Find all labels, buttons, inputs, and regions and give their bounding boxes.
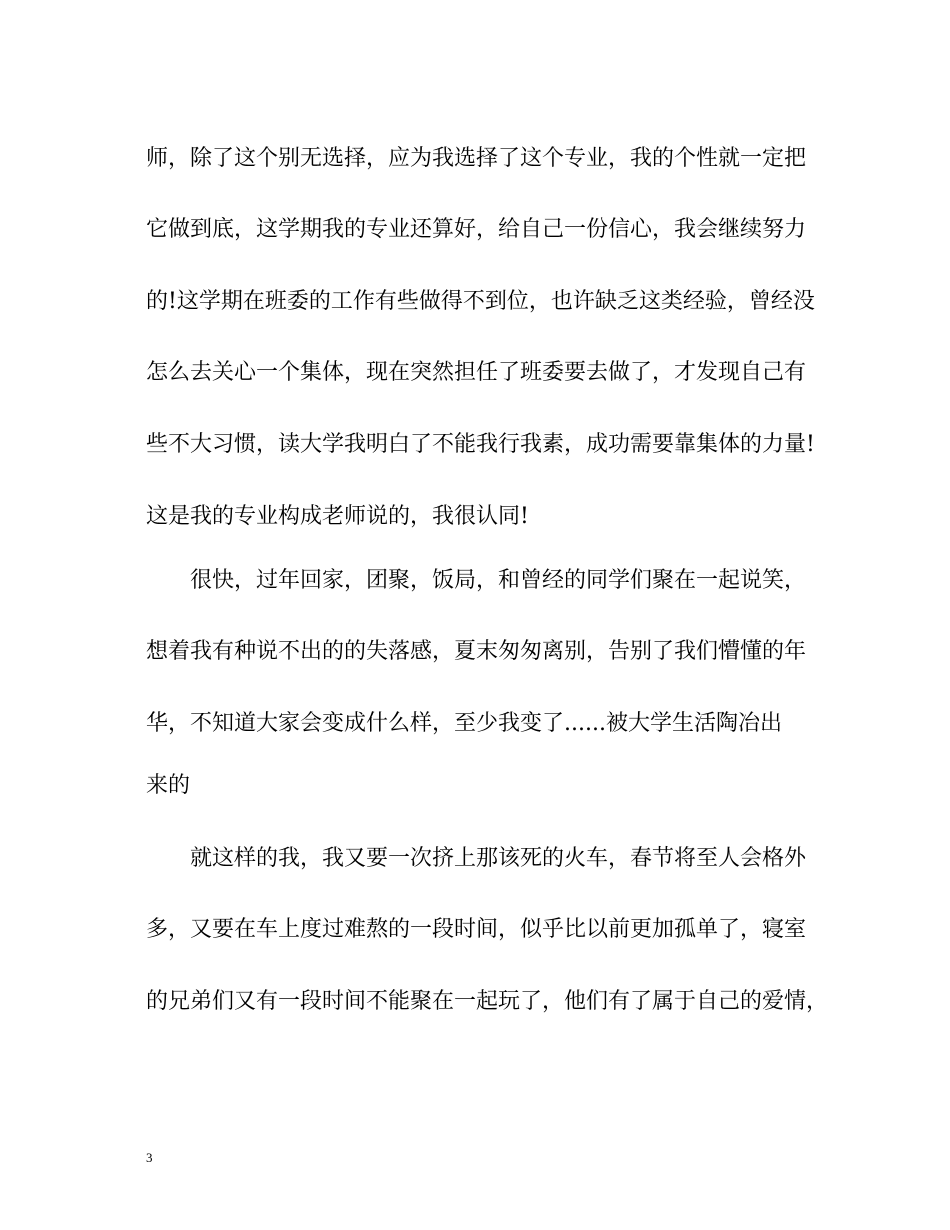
text-line: 来的 <box>146 773 191 798</box>
text-line: 就这样的我，我又要一次挤上那该死的火车，春节将至人会格外 <box>190 846 807 871</box>
text-line: 这是我的专业构成老师说的，我很认同! <box>146 504 529 529</box>
page-number: 3 <box>146 1150 153 1165</box>
text-line: 的兄弟们又有一段时间不能聚在一起玩了，他们有了属于自己的爱情， <box>146 989 829 1014</box>
text-line: 的!这学期在班委的工作有些做得不到位，也许缺乏这类经验，曾经没 <box>146 289 815 314</box>
text-line: 它做到底，这学期我的专业还算好，给自己一份信心，我会继续努力 <box>146 217 807 242</box>
text-line: 多，又要在车上度过难熬的一段时间，似乎比以前更加孤单了，寝室 <box>146 917 807 942</box>
text-line: 华，不知道大家会变成什么样，至少我变了......被大学生活陶冶出 <box>146 711 782 736</box>
text-line: 怎么去关心一个集体，现在突然担任了班委要去做了，才发现自己有 <box>146 360 807 385</box>
text-line: 很快，过年回家，团聚，饭局，和曾经的同学们聚在一起说笑， <box>190 568 807 593</box>
text-line: 师，除了这个别无选择，应为我选择了这个专业，我的个性就一定把 <box>146 146 807 171</box>
text-line: 些不大习惯，读大学我明白了不能我行我素，成功需要靠集体的力量! <box>146 432 815 457</box>
text-line: 想着我有种说不出的的失落感，夏末匆匆离别，告别了我们懵懂的年 <box>146 639 807 664</box>
